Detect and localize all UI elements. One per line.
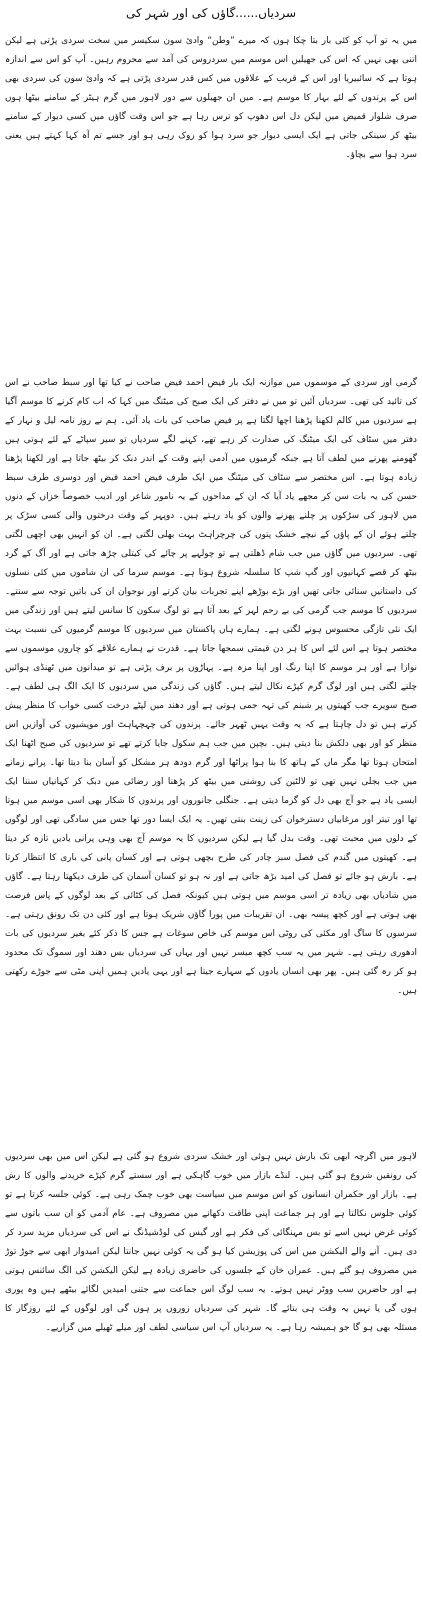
article-paragraph-2: گرمی اور سردی کے موسموں میں موازنہ ایک بار فیض احمد فیض صاحب نے کیا تھا اور سبط صاحب نے اس کی تائید کی تھی۔ سردیاں آئیں تو میں نے دفتر کی ایک صبح کی میٹنگ میں کہا کہ اب کام کرنے کا موسم آگیا ہے سردیوں میں کالم لکھنا پڑھنا اچھا لگتا ہے پر فیض صاحب کی بات یاد آئی۔ ہم نے روز نامہ لیل و نہار کے دفتر میں سٹاف کی ایک میٹنگ کی صدارت کر رہے تھے، کہنے لگے سردیاں تو سیر سپاٹے کے لئے ہوتی ہیں گھومنے پھرنے میں لطف آتا ہے جبکہ گرمیوں میں آدمی اپنے وقت کے اندر دبک کر بیٹھ جاتا ہے اور لکھنا پڑھنا زیادہ ہوتا ہے۔ اس مختصر سے سٹاف کی میٹنگ میں ایک طرف فیض احمد فیض اور دوسری طرف سبط حسن کی یہ بات سن کر مجھے یاد آیا کہ ان کے مداحوں کے یہ نامور شاعر اور ادیب خصوصاً خزاں کے دنوں میں لاہور کی سڑکوں پر چلنے پھرنے والوں کو یاد رہتے ہیں۔ دوپہر کے وقت درختوں والی کسی سڑک پر چلتے ہوئے ان کے پاؤں کے نیچے خشک پتوں کی چرچراہٹ بہت بھلی لگتی ہے۔ ان کو انہیں بھی اچھی لگتی تھی۔ سردیوں میں گاؤں میں جب شام ڈھلتی ہے تو چولہے پر چائے کی کیتلی چڑھ جاتی ہے اور آگ کے گرد بیٹھ کر قصے کہانیوں اور گپ شپ کا سلسلہ شروع ہوتا ہے۔ موسم سرما کی ان شاموں میں کئی نسلوں کی داستانیں سنائی جاتی تھیں اور بڑے بوڑھے اپنے تجربات بیان کرتے اور نوجوان ان کی باتیں توجہ سے سنتے۔ سردیوں کا موسم جب گرمی کی بے رحم لہر کے بعد آتا ہے تو لوگ سکون کا سانس لیتے ہیں اور زندگی میں ایک نئی تازگی محسوس ہونے لگتی ہے۔ ہمارے ہاں پاکستان میں سردیوں کا موسم گرمیوں کی نسبت بہت مختصر ہوتا ہے اس لئے اس کا ہر دن قیمتی سمجھا جاتا ہے۔ قدرت نے ہمارے علاقے کو چاروں موسموں سے نوازا ہے اور ہر موسم کا اپنا رنگ اور اپنا مزہ ہے۔ پہاڑوں پر برف پڑتی ہے تو میدانوں میں ٹھنڈی ہوائیں چلنے لگتی ہیں اور لوگ گرم کپڑے نکال لیتے ہیں۔ گاؤں کی زندگی میں سردیوں کا ایک الگ ہی لطف ہے۔ صبح سویرے جب کھیتوں پر شبنم کی تہہ جمی ہوتی ہے اور دھند میں لپٹے درخت کسی خواب کا منظر پیش کرتے ہیں تو دل چاہتا ہے کہ یہ وقت یہیں ٹھہر جائے۔ پرندوں کی چہچہاہٹ اور مویشیوں کی آوازیں اس منظر کو اور بھی دلکش بنا دیتی ہیں۔ بچپن میں جب ہم سکول جایا کرتے تھے تو سردیوں کی صبح اٹھنا ایک امتحان ہوتا تھا مگر ماں کے ہاتھ کا بنا ہوا پراٹھا اور گرم دودھ ہر مشکل کو آسان بنا دیتا تھا۔ پرانے زمانے میں جب بجلی نہیں تھی تو لالٹین کی روشنی میں بیٹھ کر پڑھنا اور رضائی میں دبک کر کہانیاں سننا ایک ایسی یاد ہے جو آج بھی دل کو گرما دیتی ہے۔ جنگلی جانوروں اور پرندوں کا شکار بھی اسی موسم میں ہوتا تھا اور تیتر اور مرغابیاں دسترخوان کی زینت بنتی تھیں۔ یہ ایک ایسا دور تھا جس میں سادگی تھی اور لوگوں کے دلوں میں محبت تھی۔ وقت بدل گیا ہے لیکن سردیوں کا یہ موسم آج بھی وہی پرانی یادیں تازہ کر دیتا ہے۔ کھیتوں میں گندم کی فصل سبز چادر کی طرح بچھی ہوتی ہے اور کسان پانی کی باری کا انتظار کرتا ہے۔ بارش ہو جائے تو فصل کی امید بڑھ جاتی ہے اور نہ ہو تو کسان آسمان کی طرف دیکھتا رہتا ہے۔ گاؤں میں شادیاں بھی زیادہ تر اسی موسم میں ہوتی ہیں کیونکہ فصل کی کٹائی کے بعد لوگوں کے پاس فرصت بھی ہوتی ہے اور کچھ پیسہ بھی۔ ان تقریبات میں پورا گاؤں شریک ہوتا ہے اور کئی دن تک رونق رہتی ہے۔ سرسوں کا ساگ اور مکئی کی روٹی اس موسم کی خاص سوغات ہے جس کا ذکر کئے بغیر سردیوں کی بات ادھوری رہتی ہے۔ شہر میں یہ سب کچھ میسر نہیں اور یہاں کی سردیاں بس دھند اور سموگ تک محدود ہو کر رہ گئی ہیں۔ پھر بھی انسان یادوں کے سہارے جیتا ہے اور یہی یادیں ہمیں اپنی مٹی سے جوڑے رکھتی ہیں۔: [5, 378, 417, 996]
article-title: سردیاں......گاؤں کی اور شہر کی: [125, 6, 296, 20]
article-paragraph-3: لاہور میں اگرچہ ابھی تک بارش نہیں ہوئی اور خشک سردی شروع ہو گئی ہے لیکن اس میں بھی سردیوں کی رونقیں شروع ہو گئی ہیں۔ لنڈے بازار میں خوب گاہکی ہے اور سستے گرم کپڑے خریدنے والوں کا رش ہے۔ بازار اور حکمران انسانوں کو اس موسم میں سیاست بھی خوب چمک رہی ہے۔ کوئی جلسہ کرتا ہے تو کوئی جلوس نکالتا ہے اور ہر جماعت اپنی طاقت دکھانے میں مصروف ہے۔ عام آدمی کو ان سب باتوں سے کوئی غرض نہیں اسے تو بس مہنگائی کی فکر ہے اور گیس کی لوڈشیڈنگ نے اس کی سردیاں مزید سرد کر دی ہیں۔ آنے والے الیکشن میں اس کی پوزیشن کیا ہو گی یہ کوئی نہیں جانتا لیکن امیدوار ابھی سے جوڑ توڑ میں مصروف ہو گئے ہیں۔ عمران خان کے جلسوں کی حاضری زیادہ ہے لیکن الیکشن کی الگ سائنس ہوتی ہے اور حاضرین سب ووٹر نہیں ہوتے۔ یہ سب لوگ اس جماعت سے جتنی امیدیں لگائے بیٹھے ہیں وہ پوری ہوں گی یا نہیں یہ وقت ہی بتائے گا۔ شہر کی سردیاں زوروں پر ہوں گی اور لوگوں کے لئے روزگار کا مسئلہ بھی ہو گا جو ہمیشہ رہا ہے۔ یہ سردیاں آپ اس سیاسی لطف اور میلے ٹھیلے میں گزاریے۔: [5, 1152, 417, 1333]
paragraph-spacer: [5, 1136, 417, 1148]
article-paragraph-1: میں یہ تو آپ کو کئی بار بتا چکا ہوں کہ میرے ”وطن“ وادیٔ سون سکیسر میں سخت سردی پڑتی ہے لیکن اتنی بھی نہیں کہ اس کی جھیلیں اس موسم میں سردروس کی آمد سے محروم رہیں۔ آپ کو اس سے اندازہ ہوتا ہے کہ سائبیریا اور اس کے قریب کے علاقوں میں کس قدر سردی پڑتی ہے کہ وادیٔ سون کی سردی بھی اس کے پرندوں کے لئے بہار کا موسم ہے۔ میں ان جھیلوں سے دور لاہور میں گرم ہیٹر کے سامنے بیٹھا ہوں صرف شلوار قمیض میں لیکن دل اس دھوپ کو ترس رہا ہے جو اس وقت گاؤں میں کسی دیوار کے سامنے بیٹھ کر سینکی جاتی ہے ایک ایسی دیوار جو سرد ہوا کو روک رہی ہو اور جسے تم آہ کہا کہتے ہیں یعنی سرد ہوا سے بچاؤ۔: [5, 36, 417, 160]
